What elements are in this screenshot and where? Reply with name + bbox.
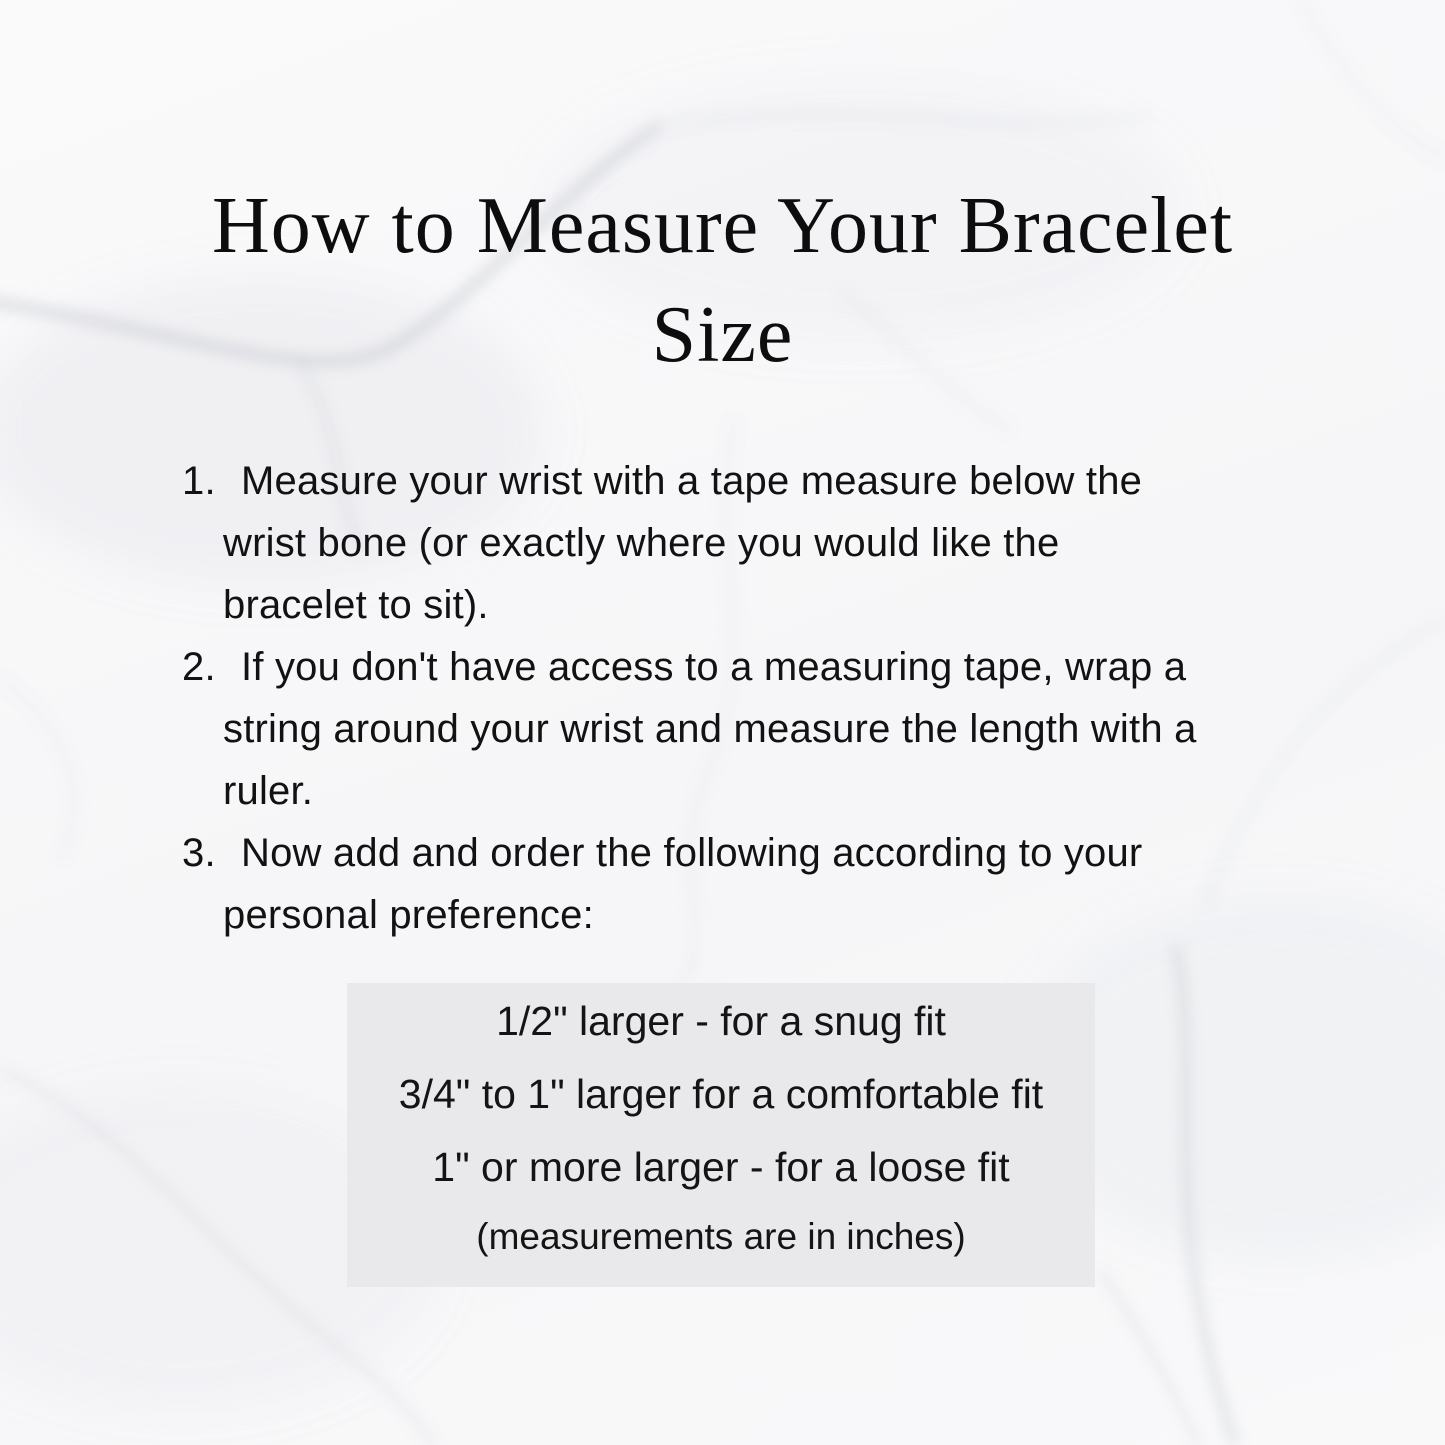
list-number: 1.: [182, 459, 216, 503]
instruction-line: ruler.: [223, 769, 314, 813]
fit-option-loose: 1" or more larger - for a loose fit: [432, 1144, 1010, 1190]
instruction-item-1: [182, 450, 1315, 636]
instruction-line: [182, 636, 1315, 698]
list-number: 2.: [182, 645, 216, 689]
instruction-text: If you don't have access to a measuring tape, wrap a: [241, 645, 1187, 689]
list-number: 3.: [182, 831, 216, 875]
instruction-list: [182, 450, 1315, 946]
instruction-line: wrist bone (or exactly where you would like the: [223, 521, 1060, 565]
fit-guide-note: (measurements are in inches): [476, 1216, 966, 1257]
instruction-text: Measure your wrist with a tape measure below the: [241, 459, 1143, 503]
instruction-line: bracelet to sit).: [223, 583, 489, 627]
page-title-line-1: How to Measure Your Bracelet: [211, 182, 1234, 270]
page-title: [0, 172, 1445, 390]
instruction-line: string around your wrist and measure the length with a: [223, 707, 1197, 751]
fit-option-comfortable: 3/4" to 1" larger for a comfortable fit: [398, 1071, 1044, 1117]
fit-guide-box: [347, 983, 1095, 1287]
instruction-line: [182, 822, 1315, 884]
fit-option-snug: 1/2" larger - for a snug fit: [496, 998, 946, 1044]
instruction-text: Now add and order the following according to your: [241, 831, 1143, 875]
page-title-line-2: Size: [651, 291, 794, 379]
instruction-line: [182, 450, 1315, 512]
instruction-line: personal preference:: [223, 893, 594, 937]
instruction-item-3: [182, 822, 1315, 946]
instruction-item-2: [182, 636, 1315, 822]
